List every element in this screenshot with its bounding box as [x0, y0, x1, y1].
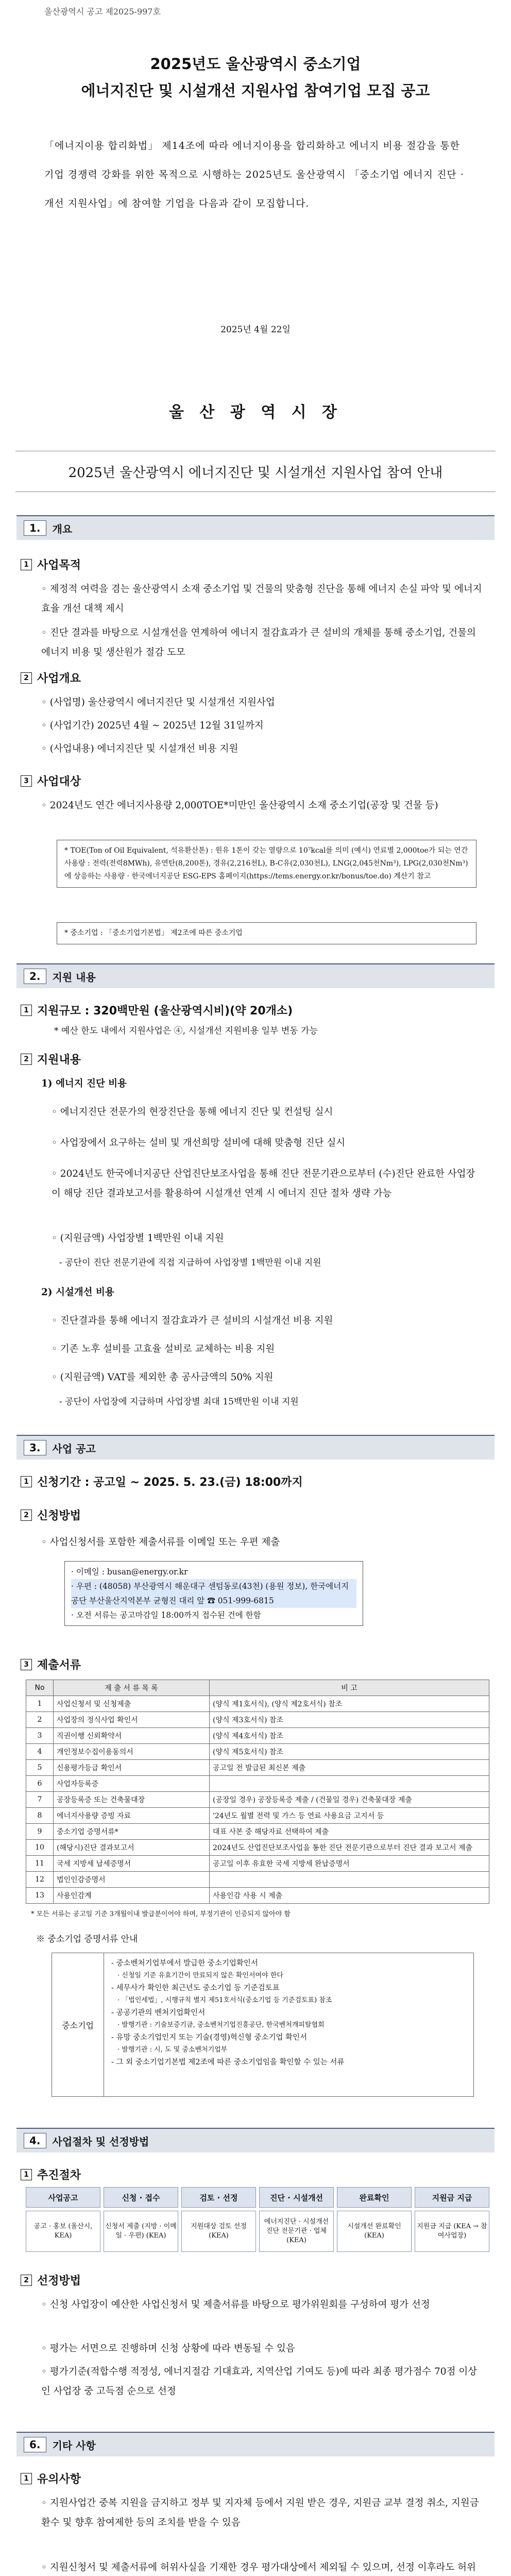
overview-item-3: ◦ (사업내용) 에너지진단 및 시설개선 비용 지원: [41, 743, 239, 754]
table-row: [26, 1712, 489, 1728]
sme-proof-box: [52, 1953, 474, 2097]
section-title: 개요: [52, 522, 73, 535]
doc-remark-cell: 사용인감 사용 시 제출: [210, 1888, 489, 1904]
flow-step-detail: 신청서 제출 (지방 · 이메일 · 우편) (KEA): [104, 2211, 178, 2252]
proof-line: - 중소벤처기업부에서 발급한 중소기업확인서: [111, 1959, 258, 1968]
doc-name-cell: 직권이행 신뢰확약서: [54, 1728, 210, 1744]
section-6-header: [16, 2432, 495, 2456]
section-title: 사업절차 및 선정방법: [52, 2135, 149, 2148]
diagnosis-item-5: - 공단이 진단 전문기관에 직접 지급하여 사업장별 1백만원 이내 지원: [59, 1258, 321, 1268]
doc-name-cell: 신용평가등급 확인서: [54, 1760, 210, 1776]
doc-name-cell: 법인인감증명서: [54, 1872, 210, 1888]
purpose-heading: 1 사업목적: [21, 556, 81, 572]
doc-name-cell: 중소기업 증명서류*: [54, 1824, 210, 1840]
scale-heading: 1 지원규모 : 320백만원 (울산광역시비)(약 20개소): [21, 1002, 293, 1018]
doc-no-cell: 7: [26, 1792, 54, 1808]
doc-no-cell: 9: [26, 1824, 54, 1840]
section-2-header: [16, 963, 495, 988]
flow-step-head: 지원금 지급: [415, 2187, 489, 2208]
flow-step-head: 검토 · 선정: [181, 2187, 256, 2208]
doc-name-cell: 공장등록증 또는 건축물대장: [54, 1792, 210, 1808]
col-document: 제 출 서 류 목 록: [54, 1680, 210, 1696]
selection-item-1: ◦ 신청 사업장이 예산한 사업신청서 및 제출서류를 바탕으로 평가위원회를 구성하여 평가 선정: [41, 2299, 430, 2310]
doc-remark-cell: [210, 1776, 489, 1792]
target-item-1: ◦ 2024년도 연간 에너지사용량 2,000TOE*미만인 울산광역시 소재 중소기업(공장 및 건물 등): [41, 800, 438, 811]
doc-remark-cell: (공장일 경우) 공장등록증 제출 / (건물일 경우) 건축물대장 제출: [210, 1792, 489, 1808]
section-number: 4.: [24, 2133, 46, 2148]
table-row: [26, 1856, 489, 1872]
section-title: 지원 내용: [52, 971, 96, 984]
flow-step-head: 완료확인: [337, 2187, 412, 2208]
section-number: 2.: [24, 969, 46, 984]
docs-heading: 3 제출서류: [21, 1656, 81, 1672]
diagnosis-cost-title: 1) 에너지 진단 비용: [41, 1078, 127, 1089]
doc-remark-cell: (양식 제1호서식), (양식 제2호서식) 참조: [210, 1696, 489, 1712]
diagnosis-item-2: ◦ 사업장에서 요구하는 설비 및 개선희망 설비에 대해 맞춤형 진단 실시: [52, 1138, 346, 1148]
selection-heading: 2 선정방법: [21, 2272, 81, 2288]
target-heading: 3 사업대상: [21, 773, 81, 789]
notice-date: 2025년 4월 22일: [220, 325, 291, 335]
proof-line: - 그 외 중소기업기본법 제2조에 따른 중소기업임을 확인할 수 있는 서류: [111, 2058, 345, 2066]
table-row: [26, 1744, 489, 1760]
doc-no-cell: 4: [26, 1744, 54, 1760]
sme-note-box: * 중소기업 : 「중소기업기본법」 제2조에 따른 중소기업: [57, 922, 476, 944]
doc-no-cell: 12: [26, 1872, 54, 1888]
doc-remark-cell: 2024년도 산업진단보조사업을 통한 진단 전문기관으로부터 진단 결과 보고서 제출: [210, 1840, 489, 1856]
doc-remark-cell: 공고일 전 발급된 최신본 제출: [210, 1760, 489, 1776]
diagnosis-item-4: ◦ (지원금액) 사업장별 1백만원 이내 지원: [52, 1233, 224, 1244]
doc-name-cell: 사용인감계: [54, 1888, 210, 1904]
flow-step-head: 신청 · 접수: [104, 2187, 178, 2208]
post-line: · 우편 : (48058) 부산광역시 해운대구 센텀동로(43천) (용원 정보), 한국에너지공단 부산울산지역본부 균형진 대리 앞 ☎ 051-999-6815: [71, 1579, 356, 1608]
table-row: [26, 1808, 489, 1824]
overview-item-2: ◦ (사업기간) 2025년 4월 ~ 2025년 12월 31일까지: [41, 720, 264, 731]
table-row: [26, 1888, 489, 1904]
issuer-name: 울 산 광 역 시 장: [168, 403, 343, 421]
doc-no-cell: 3: [26, 1728, 54, 1744]
flow-step-detail: 시설개선 완료확인 (KEA): [337, 2211, 412, 2252]
facility-item-3: ◦ (지원금액) VAT를 제외한 총 공사금액의 50% 지원: [52, 1372, 274, 1383]
selection-item-3: ◦ 평가기준(적합수행 적정성, 에너지절감 기대효과, 지역산업 기여도 등)에 따라 최종 평가점수 70점 이상인 사업장 중 고득점 순으로 선정: [41, 2366, 478, 2397]
section-title: 사업 공고: [52, 1442, 96, 1455]
doc-name-cell: 사업자등록증: [54, 1776, 210, 1792]
caution-item-2: ◦ 지원신청서 및 제출서류에 허위사실을 기재한 경우 평가대상에서 제외될 수 있으며, 선정 이후라도 허위: [41, 2562, 476, 2573]
doc-no-cell: 1: [26, 1696, 54, 1712]
proof-line: · 신청일 기준 유효기간이 만료되지 않은 확인서여야 한다: [117, 1972, 283, 1979]
table-header-row: [26, 1680, 489, 1696]
doc-name-cell: 에너지사용량 증빙 자료: [54, 1808, 210, 1824]
doc-name-cell: (해당시)진단 결과보고서: [54, 1840, 210, 1856]
table-row: [26, 1728, 489, 1744]
section-1-header: [16, 515, 495, 540]
proof-line: - 공공기관의 벤처기업확인서: [111, 2009, 206, 2017]
facility-item-2: ◦ 기존 노후 설비를 고효율 설비로 교체하는 비용 지원: [52, 1344, 275, 1354]
doc-no-cell: 5: [26, 1760, 54, 1776]
doc-remark-cell: (양식 제5호서식) 참조: [210, 1744, 489, 1760]
doc-remark-cell: 대표 사본 중 해당자료 선택하여 제출: [210, 1824, 489, 1840]
diagnosis-item-1: ◦ 에너지진단 전문가의 현장진단을 통해 에너지 진단 및 컨설팅 실시: [52, 1107, 333, 1117]
doc-no-cell: 2: [26, 1712, 54, 1728]
doc-name-cell: 국세 지방세 납세증명서: [54, 1856, 210, 1872]
proof-line: · 발행기관 : 시, 도 및 중소벤처기업부: [117, 2046, 228, 2054]
flow-step-detail: 공고 · 홍보 (울산시, KEA): [26, 2211, 100, 2252]
facility-item-4: - 공단이 사업장에 지급하며 사업장별 최대 15백만원 이내 지원: [59, 1397, 299, 1407]
table-row: [26, 1792, 489, 1808]
doc-remark-cell: 공고일 이후 유효한 국세 지방세 완납증명서: [210, 1856, 489, 1872]
submission-address-box: [64, 1561, 363, 1626]
diagnosis-item-3: ◦ 2024년도 한국에너지공단 산업진단보조사업을 통해 진단 전문기관으로부터 (수)진단 완료한 사업장이 해당 진단 결과보고서를 활용하여 시설개선 연계 시 에너지 진단 절차 생략 가능: [52, 1168, 475, 1199]
caution-item-1: ◦ 지원사업간 중복 지원을 금지하고 정부 및 지자체 등에서 지원 받은 경우, 지원금 교부 결정 취소, 지원금 환수 및 향후 참여제한 등의 조치를 받을 수 있음: [41, 2498, 479, 2528]
doc-no-cell: 11: [26, 1856, 54, 1872]
notice-intro: 「에너지이용 합리화법」 제14조에 따라 에너지이용을 합리화하고 에너지 비용 절감을 통한 기업 경쟁력 강화를 위한 목적으로 시행하는 2025년도 울산광역시 「중소기업 에너지 진단 · 개선 지원사업」에 참여할 기업을 다음과 같이 모집합니다.: [44, 140, 464, 209]
deadline-line: · 오전 서류는 공고마감일 18:00까지 접수된 건에 한함: [71, 1611, 261, 1620]
overview-heading: 2 사업개요: [21, 670, 81, 686]
flow-step-head: 사업공고: [26, 2187, 100, 2208]
col-remarks: 비 고: [210, 1680, 489, 1696]
method-item-1: ◦ 사업신청서를 포함한 제출서류를 이메일 또는 우편 제출: [41, 1537, 280, 1548]
section-number: 1.: [24, 520, 46, 536]
doc-name-cell: 사업신청서 및 신청제출: [54, 1696, 210, 1712]
notice-title-line1: 2025년도 울산광역시 중소기업: [150, 55, 361, 73]
proof-line: - 세무사가 확인한 최근년도 중소기업 등 기준검토표: [111, 1984, 280, 1992]
process-flow: [26, 2187, 489, 2252]
documents-table: [26, 1680, 489, 1904]
docs-footnote: * 모든 서류는 공고일 기준 3개월이내 발급분이어야 하며, 부정기관이 인증되지 않아야 함: [31, 1910, 291, 1918]
content-heading: 2 지원내용: [21, 1051, 81, 1067]
doc-name-cell: 사업장의 정식사업 확인서: [54, 1712, 210, 1728]
email-line: · 이메일 : busan@energy.or.kr: [71, 1567, 188, 1577]
purpose-item-1: ◦ 제정적 여력을 겸는 울산광역시 소재 중소기업 및 건물의 맞춤형 진단을 통해 에너지 손실 파악 및 에너지 효율 개선 대책 제시: [41, 584, 482, 614]
section-number: 6.: [24, 2437, 46, 2452]
proof-line: · 「법인세법」, 시행규칙 별지 제51호서식(중소기업 등 기준검토표) 참조: [117, 1996, 332, 2004]
proof-line: · 발행기관 : 기술보증기금, 중소벤처기업진흥공단, 한국벤처캐피탈협회: [117, 2021, 325, 2029]
program-subtitle: 2025년 울산광역시 에너지진단 및 시설개선 지원사업 참여 안내: [15, 451, 496, 492]
proof-body: [104, 1953, 473, 2096]
section-title: 기타 사항: [52, 2439, 96, 2452]
purpose-item-2: ◦ 진단 결과를 바탕으로 시설개선을 연계하여 에너지 절감효과가 큰 설비의 개체를 통해 중소기업, 건물의 에너지 비용 및 생산원가 절감 도모: [41, 628, 476, 658]
period-heading: 1 신청기간 : 공고일 ~ 2025. 5. 23.(금) 18:00까지: [21, 1473, 303, 1489]
flow-step-detail: 지원대상 검토 선정 (KEA): [181, 2211, 256, 2252]
doc-no-cell: 6: [26, 1776, 54, 1792]
toe-note-box: * TOE(Ton of Oil Equivalent, 석유환산톤) : 원유 1톤이 갖는 열량으로 10⁷kcal를 의미 (예시) 연료별 2,000toe가 되는 연간사용량 : 전력(전력8MWh), 유연탄(8,200톤), 경유(2,216천L), B-C유(2,030천L), LNG(2,045천Nm³), LPG(2,030천Nm³) 에 상응하는 사용량 · 한국에너지공단 ESG-EPS 홈페이지(https://tems.energy.or.kr/bonus/toe.do) 계산기 참고: [57, 840, 476, 888]
overview-item-1: ◦ (사업명) 울산광역시 에너지진단 및 시설개선 지원사업: [41, 697, 275, 708]
proof-title: ※ 중소기업 증명서류 안내: [36, 1934, 138, 1944]
doc-remark-cell: '24년도 월별 전력 및 가스 등 연료 사용요금 고지서 등: [210, 1808, 489, 1824]
doc-no-cell: 10: [26, 1840, 54, 1856]
facility-cost-title: 2) 시설개선 비용: [41, 1287, 114, 1298]
section-3-header: [16, 1435, 495, 1460]
method-heading: 2 신청방법: [21, 1507, 81, 1523]
flow-step-head: 진단 · 시설개선: [259, 2187, 334, 2208]
doc-remark-cell: (양식 제4호서식) 참조: [210, 1728, 489, 1744]
flow-step-detail: 에너지진단 · 시설개선 진단 전문기관 · 업체 (KEA): [259, 2211, 334, 2252]
table-row: [26, 1776, 489, 1792]
selection-item-2: ◦ 평가는 서면으로 진행하며 신청 상황에 따라 변동될 수 있음: [41, 2343, 295, 2354]
scale-note: * 예산 한도 내에서 지원사업은 ④, 시설개선 지원비용 일부 변동 가능: [54, 1026, 318, 1036]
doc-remark-cell: [210, 1872, 489, 1888]
doc-no-cell: 8: [26, 1808, 54, 1824]
table-row: [26, 1824, 489, 1840]
table-row: [26, 1872, 489, 1888]
table-row: [26, 1696, 489, 1712]
facility-item-1: ◦ 진단결과를 통해 에너지 절감효과가 큰 설비의 시설개선 비용 지원: [52, 1315, 333, 1326]
proof-line: - 유망 중소기업인지 또는 기술(경영)혁신형 중소기업 확인서: [111, 2033, 308, 2042]
notice-title-line2: 에너지진단 및 시설개선 지원사업 참여기업 모집 공고: [81, 82, 430, 99]
proof-label: 중소기업: [52, 1953, 104, 2096]
flow-heading: 1 추진절차: [21, 2166, 81, 2182]
col-no: No: [26, 1680, 54, 1696]
table-row: [26, 1840, 489, 1856]
table-row: [26, 1760, 489, 1776]
doc-name-cell: 개인정보수집이용동의서: [54, 1744, 210, 1760]
section-number: 3.: [24, 1440, 46, 1455]
doc-no-cell: 13: [26, 1888, 54, 1904]
flow-step-detail: 지원금 지급 (KEA → 참여사업장): [415, 2211, 489, 2252]
notice-number: 울산광역시 공고 제2025-997호: [44, 7, 161, 16]
section-4-header: [16, 2128, 495, 2153]
doc-remark-cell: (양식 제3호서식) 참조: [210, 1712, 489, 1728]
caution-heading: 1 유의사항: [21, 2470, 81, 2486]
